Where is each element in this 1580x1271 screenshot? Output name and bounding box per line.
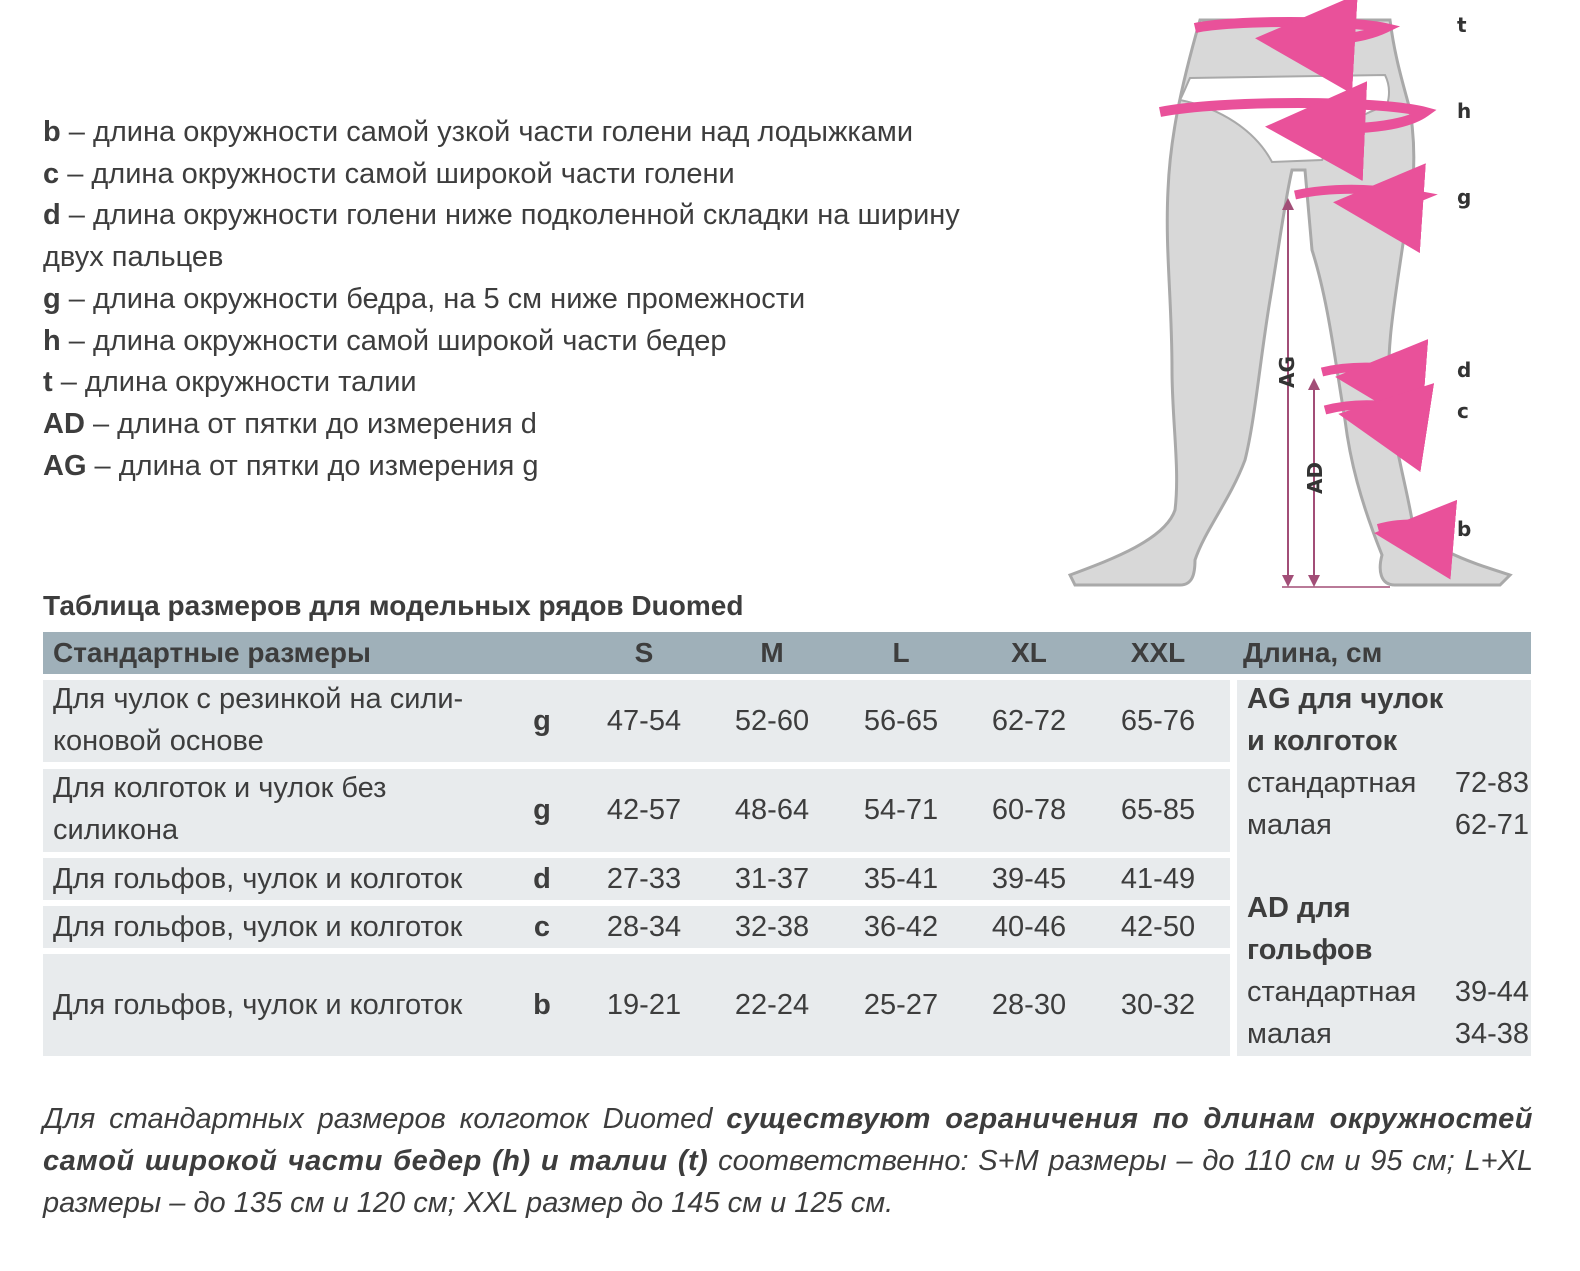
row-value-xxl: 65-85 [1120,794,1196,826]
table-title: Таблица размеров для модельных рядов Duomed [43,590,744,621]
ad-standard-value: 39-44 [1454,976,1529,1008]
diagram-label-c: c [1457,399,1469,423]
diagram-label-h: h [1457,99,1472,123]
legend-item-c: c – длина окружности самой широкой части голени [43,157,735,190]
header-size-xl: XL [1011,637,1047,668]
diagram-label-ag: AG [1275,356,1299,388]
row-name-line1: Для колготок и чулок без [53,772,387,804]
row-value-xl: 40-46 [991,911,1067,943]
ad-title-line1: AD для [1247,892,1351,924]
row-measure: g [533,794,551,826]
diagram-label-b: b [1457,517,1472,541]
row-measure: d [533,863,551,895]
legend-item-ag: AG – длина от пятки до измерения g [43,449,539,482]
ag-standard-value: 72-83 [1454,767,1529,799]
legend-item-t: t – длина окружности талии [43,366,417,399]
row-measure: c [533,911,551,943]
row-value-s: 47-54 [606,705,682,737]
diagram-label-g: g [1457,185,1472,209]
diagram-label-ad: AD [1303,461,1327,494]
table-row [43,954,1230,1056]
row-name-line2: силикона [53,814,179,846]
legend [43,112,1053,487]
ad-line-top-arrow [1308,378,1320,390]
row-value-s: 19-21 [606,989,682,1021]
row-value-m: 22-24 [734,989,810,1021]
row-name-line2: коновой основе [53,725,264,757]
row-value-m: 32-38 [734,911,810,943]
footnote-emphasis: существуют ограничения по длинам окружностей самой широкой части бедер (h) и талии (t) [43,1103,1533,1177]
ad-small-value: 34-38 [1454,1018,1529,1050]
ag-title-line1: AG для чулок [1247,683,1444,715]
row-value-s: 42-57 [606,794,682,826]
row-value-s: 28-34 [606,911,682,943]
row-name-line1: Для гольфов, чулок и колготок [53,989,463,1021]
ad-standard-label: стандартная [1247,976,1417,1008]
row-value-xxl: 65-76 [1120,705,1196,737]
row-value-l: 54-71 [863,794,939,826]
ad-small-label: малая [1247,1018,1332,1050]
row-value-xxl: 41-49 [1120,863,1196,895]
table-row [43,906,1230,948]
header-length: Длина, см [1243,637,1383,668]
row-value-m: 48-64 [734,794,810,826]
row-value-l: 56-65 [863,705,939,737]
legend-item-d: d – длина окружности голени ниже подколенной складки на ширину [43,199,960,232]
legend-item-ad: AD – длина от пятки до измерения d [43,407,537,440]
row-value-l: 35-41 [863,863,939,895]
ag-title-line2: и колготок [1247,725,1398,757]
ad-line-bottom-arrow [1308,575,1320,587]
row-value-xl: 39-45 [991,863,1067,895]
legend-item-g: g – длина окружности бедра, на 5 см ниже промежности [43,282,806,315]
length-panel [1237,680,1531,1056]
row-name-line1: Для чулок с резинкой на сили- [53,683,464,715]
row-value-s: 27-33 [606,863,682,895]
row-value-xl: 60-78 [991,794,1067,826]
ag-standard-label: стандартная [1247,767,1417,799]
legend-item-h: h – длина окружности самой широкой части бедер [43,324,727,357]
row-value-xl: 62-72 [991,705,1067,737]
row-value-m: 31-37 [734,863,810,895]
leg-measurement-diagram [1060,0,1580,600]
diagram-label-t: t [1457,13,1467,37]
header-size-l: L [892,637,910,668]
header-size-m: M [760,637,784,668]
row-value-xxl: 30-32 [1120,989,1196,1021]
header-standard-sizes: Стандартные размеры [53,637,371,668]
header-size-s: S [634,637,654,668]
ag-small-value: 62-71 [1454,809,1529,841]
table-row [43,858,1230,900]
row-measure: b [533,989,551,1021]
row-measure: g [533,705,551,737]
legend-item-d-continued: двух пальцев [43,241,224,274]
footnote-part2: соответственно: S+M размеры – до 110 см и 95 см; L+XL размеры – до 135 см и 120 см; XXL размер до 145 см и 125 см. [43,1145,1533,1219]
footnote [43,1098,1533,1224]
row-name-line1: Для гольфов, чулок и колготок [53,911,463,943]
ag-small-label: малая [1247,809,1332,841]
legend-item-b: b – длина окружности самой узкой части голени над лодыжками [43,116,914,148]
table-row [43,680,1230,762]
row-value-m: 52-60 [734,705,810,737]
table-header [43,632,1531,674]
row-value-l: 25-27 [863,989,939,1021]
row-name-line1: Для гольфов, чулок и колготок [53,863,463,895]
ad-title-line2: гольфов [1247,934,1373,966]
ag-line-bottom-arrow [1282,575,1294,587]
table-row [43,769,1230,852]
row-value-xl: 28-30 [991,989,1067,1021]
footnote-part1: Для стандартных размеров колготок Duomed [43,1103,727,1135]
row-value-l: 36-42 [863,911,939,943]
diagram-label-d: d [1457,358,1472,382]
row-value-xxl: 42-50 [1120,911,1196,943]
header-size-xxl: XXL [1130,637,1186,668]
